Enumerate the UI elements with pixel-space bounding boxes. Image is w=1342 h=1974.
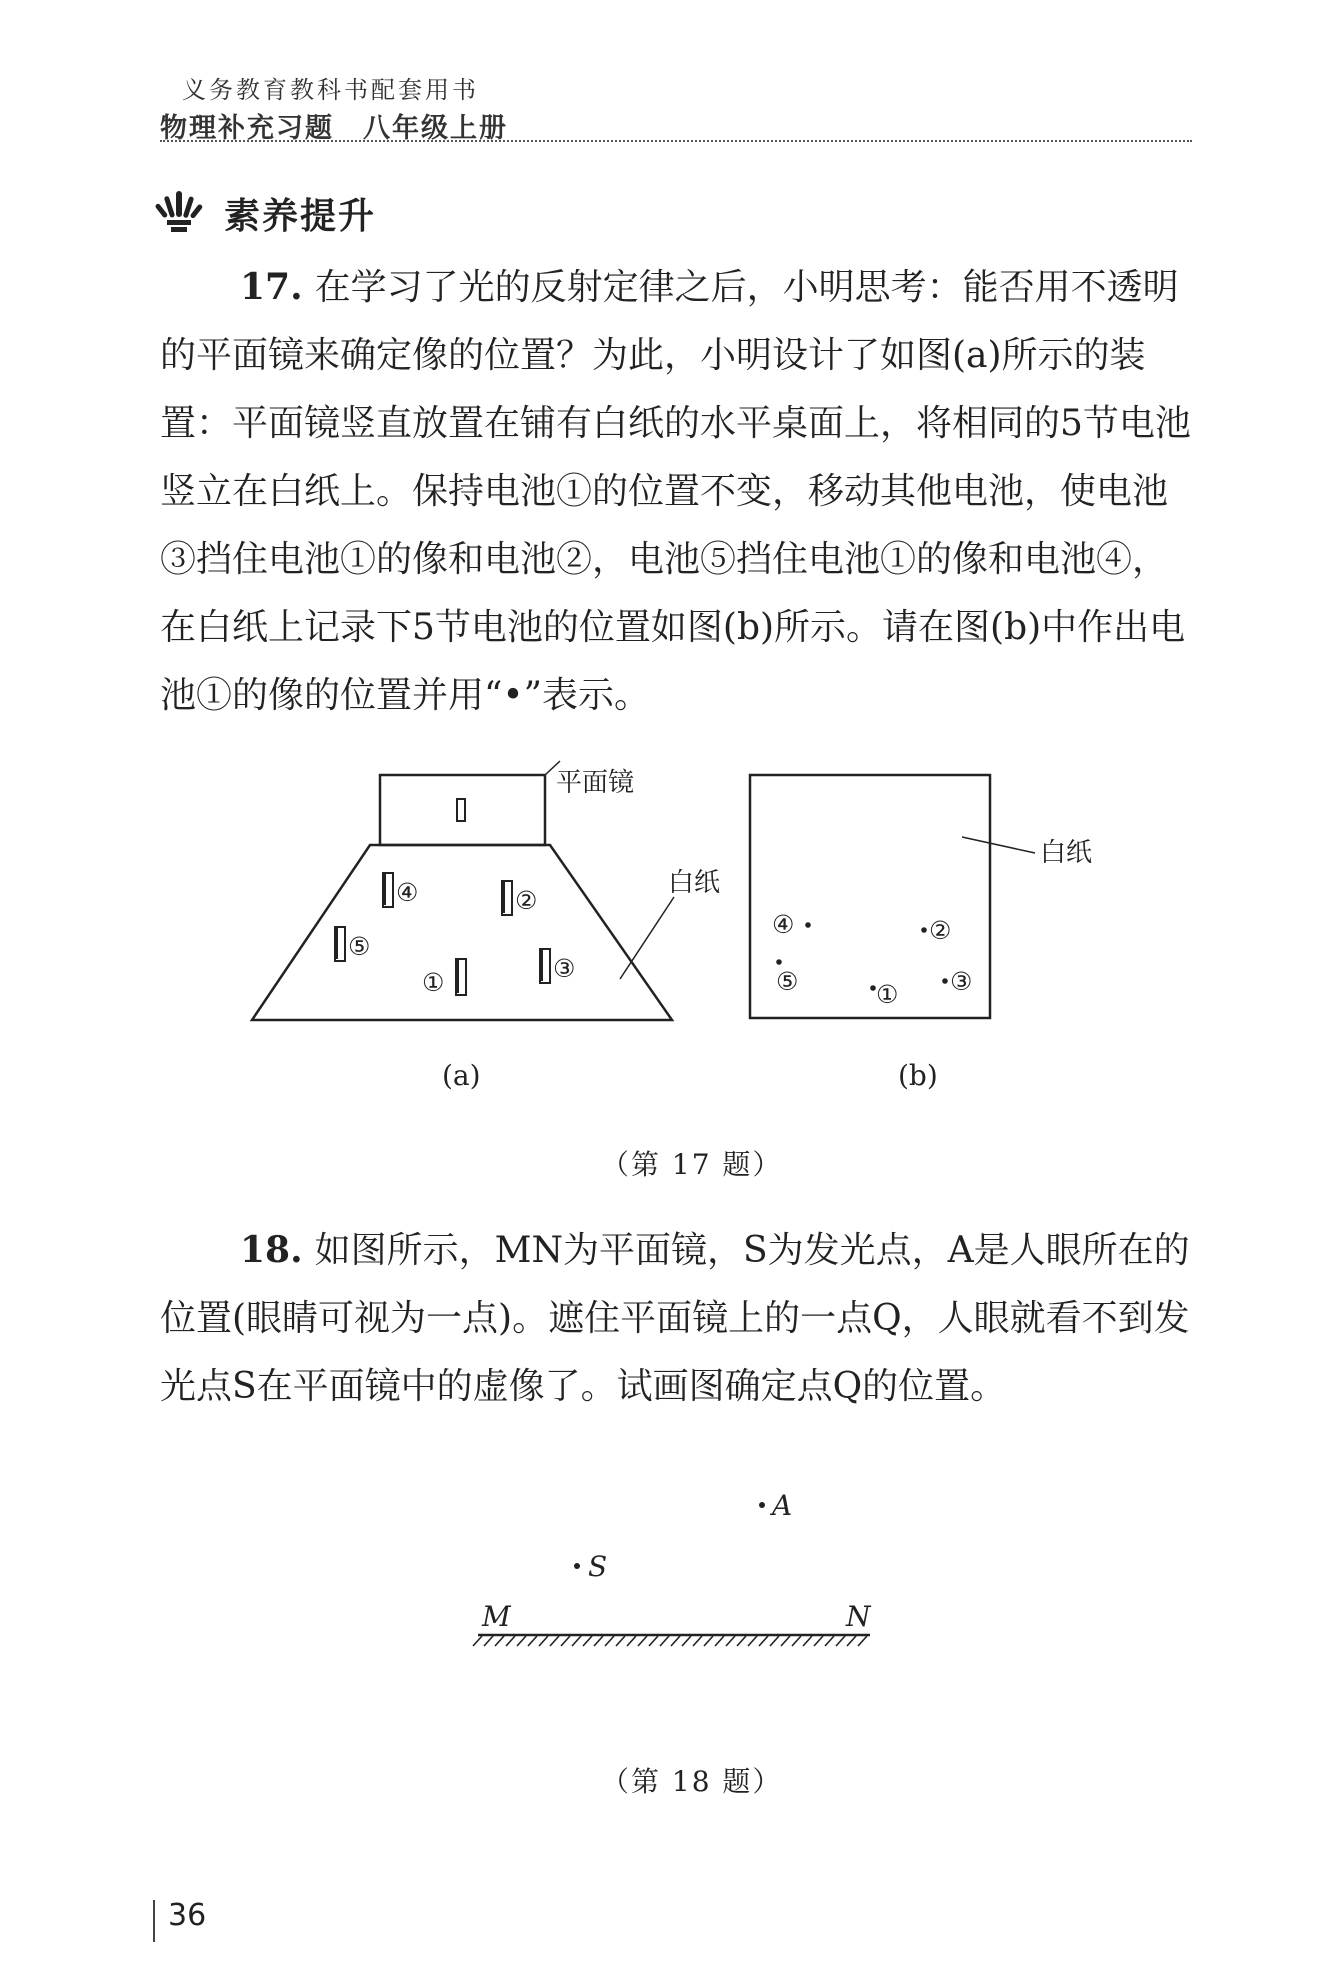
header-series: 义务教育教科书配套用书: [182, 76, 479, 104]
point-4-label: ④: [772, 910, 795, 939]
battery-3: [540, 949, 550, 983]
battery-1: [456, 959, 466, 995]
hatch-mark: [495, 1636, 504, 1646]
question-18: [160, 1216, 1192, 1421]
hatch-mark: [836, 1636, 845, 1646]
hatch-mark: [770, 1636, 779, 1646]
hatch-mark: [594, 1636, 603, 1646]
hatch-mark: [781, 1636, 790, 1646]
point-a-label: A: [772, 1489, 793, 1522]
header-divider: [160, 140, 1192, 142]
battery-2-label: ②: [515, 886, 538, 915]
hatch-mark: [660, 1636, 669, 1646]
hatch-mark: [572, 1636, 581, 1646]
page-number-bar: [153, 1900, 155, 1942]
point-2: [921, 927, 927, 933]
hatch-mark: [539, 1636, 548, 1646]
hatch-mark: [814, 1636, 823, 1646]
figure-17: [240, 755, 1093, 1100]
question-17: [160, 253, 1192, 730]
figure-18-caption: （第 18 题）: [601, 1765, 783, 1798]
paper-leader-b: [962, 837, 1035, 853]
hatch-mark: [759, 1636, 768, 1646]
mirror-label: 平面镜: [556, 768, 635, 798]
battery-2: [502, 881, 512, 915]
hatch-mark: [484, 1636, 493, 1646]
hatch-mark: [704, 1636, 713, 1646]
hatch-mark: [726, 1636, 735, 1646]
hatch-mark: [583, 1636, 592, 1646]
battery-5-label: ⑤: [348, 932, 371, 961]
crown-icon: [158, 189, 200, 233]
header-title: 物理补充习题 八年级上册: [160, 113, 508, 144]
question-18-text: 如图所示，MN为平面镜，S为发光点，A是人眼所在的位置(眼睛可视为一点)。遮住平面镜上的一点Q，人眼就看不到发光点S在平面镜中的虚像了。试画图确定点Q的位置。: [160, 1230, 1190, 1407]
hatch-mark: [506, 1636, 515, 1646]
hatch-mark: [825, 1636, 834, 1646]
hatch-mark: [671, 1636, 680, 1646]
figure-17a: [252, 761, 674, 1020]
battery-4: [383, 873, 393, 907]
point-4: [805, 922, 811, 928]
battery-4-label: ④: [396, 878, 419, 907]
point-s-label: S: [588, 1550, 608, 1583]
hatch-mark: [792, 1636, 801, 1646]
point-1-label: ①: [876, 980, 899, 1009]
paper-label-b: 白纸: [1040, 838, 1093, 868]
question-18-number: 18.: [240, 1229, 303, 1271]
hatch-mark: [693, 1636, 702, 1646]
hatch-mark: [682, 1636, 691, 1646]
figure-17b-points: [776, 922, 948, 991]
paper-label-a: 白纸: [668, 868, 721, 898]
battery-3-label: ③: [553, 954, 576, 983]
point-3-label: ③: [950, 967, 973, 996]
paper-leader-a: [620, 897, 674, 979]
point-1: [870, 985, 876, 991]
hatch-mark: [616, 1636, 625, 1646]
hatch-mark: [517, 1636, 526, 1646]
figure-b-caption: (b): [898, 1059, 938, 1092]
hatch-mark: [550, 1636, 559, 1646]
paper-trapezoid: [252, 845, 672, 1020]
mirror-hatching: [473, 1636, 867, 1646]
hatch-mark: [858, 1636, 867, 1646]
mirror-n-label: N: [846, 1600, 871, 1633]
point-s-dot: [574, 1563, 580, 1569]
hatch-mark: [605, 1636, 614, 1646]
hatch-mark: [737, 1636, 746, 1646]
hatch-mark: [561, 1636, 570, 1646]
page-number: 36: [168, 1898, 207, 1933]
hatch-mark: [748, 1636, 757, 1646]
question-17-number: 17.: [240, 266, 303, 308]
figure-18: [470, 1485, 890, 1665]
point-a-dot: [759, 1502, 765, 1508]
hatch-mark: [803, 1636, 812, 1646]
mirror-image-battery: [457, 799, 465, 821]
hatch-mark: [847, 1636, 856, 1646]
hatch-mark: [528, 1636, 537, 1646]
mirror-rect: [380, 775, 545, 845]
point-2-label: ②: [929, 916, 952, 945]
hatch-mark: [649, 1636, 658, 1646]
hatch-mark: [473, 1636, 482, 1646]
point-3: [942, 978, 948, 984]
hatch-mark: [638, 1636, 647, 1646]
figure-17-caption: （第 17 题）: [601, 1148, 783, 1181]
section-title: 素养提升: [224, 196, 377, 237]
battery-5: [335, 927, 345, 961]
point-5: [776, 959, 782, 965]
question-17-text: 在学习了光的反射定律之后，小明思考：能否用不透明的平面镜来确定像的位置？为此，小明设计了如图(a)所示的装置：平面镜竖直放置在铺有白纸的水平桌面上，将相同的5节电池竖立在白纸上。保持电池①的位置不变，移动其他电池，使电池③挡住电池①的像和电池②，电池⑤挡住电池①的像和电池④，在白纸上记录下5节电池的位置如图(b)所示。请在图(b)中作出电池①的像的位置并用“•”表示。: [160, 267, 1191, 716]
battery-1-label: ①: [422, 968, 445, 997]
figure-a-caption: (a): [442, 1059, 481, 1092]
hatch-mark: [715, 1636, 724, 1646]
mirror-m-label: M: [482, 1600, 511, 1633]
point-5-label: ⑤: [776, 967, 799, 996]
hatch-mark: [627, 1636, 636, 1646]
